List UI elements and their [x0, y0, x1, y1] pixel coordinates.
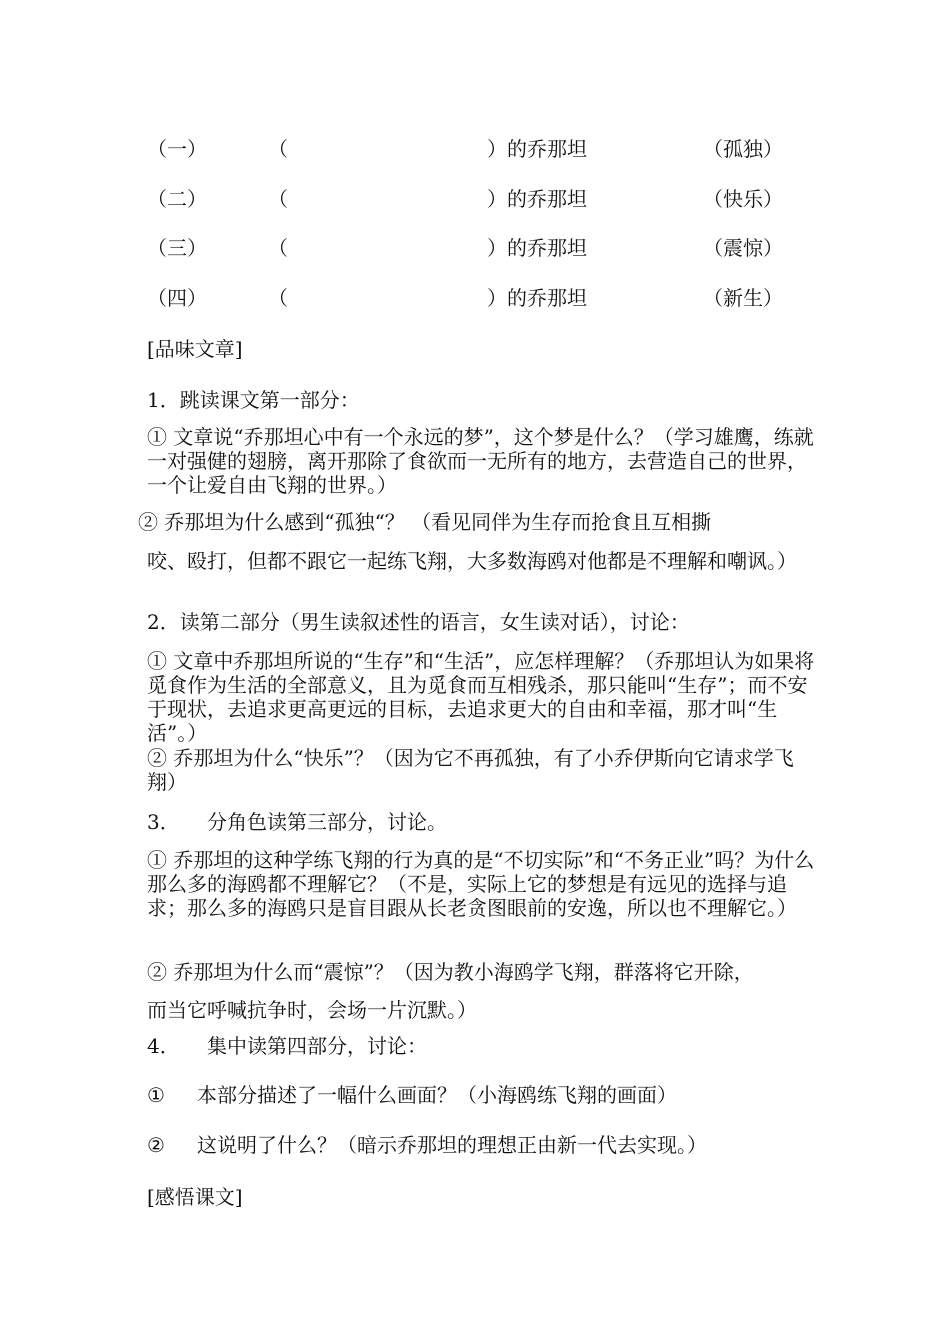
- emotion-label: （孤独）: [703, 137, 783, 161]
- question-1-answer-b-line1: ② 乔那坦为什么感到“孤独“？ （看见同伴为生存而抢食且互相撕: [138, 510, 712, 534]
- question-3-answer-a: ① 乔那坦的这种学练飞翔的行为真的是“不切实际”和“不务正业”吗？为什么那么多的海鸥都不理解它？（不是，实际上它的梦想是有远见的选择与追求；那么多的海鸥只是盲目跟从长老贪图眼前的安逸，所以也不理解它。）: [147, 848, 815, 920]
- circled-number-2: ②: [147, 1133, 165, 1157]
- blank-close-label: ）的乔那坦: [487, 137, 587, 161]
- fill-row-3: [0, 233, 950, 263]
- blank-open-paren: （: [268, 286, 288, 310]
- question-2-title: 2．读第二部分（男生读叙述性的语言，女生读对话），讨论：: [147, 610, 690, 634]
- question-2-answer-a: ① 文章中乔那坦所说的“生存”和“生活”，应怎样理解？（乔那坦认为如果将觅食作为生活的全部意义，且为觅食而互相残杀，那只能叫“生存”；而不安于现状，去追求更高更远的目标，去追求更大的自由和幸福，那才叫“生活”。）: [147, 649, 815, 745]
- fill-row-4: [0, 283, 950, 313]
- circled-number-1: ①: [147, 1083, 165, 1107]
- blank-open-paren: （: [268, 137, 288, 161]
- blank-close-label: ）的乔那坦: [487, 286, 587, 310]
- row-number: （二）: [147, 187, 207, 211]
- emotion-label: （新生）: [703, 286, 783, 310]
- blank-open-paren: （: [268, 187, 288, 211]
- section-heading-pinwei: [品味文章]: [147, 337, 243, 361]
- blank-close-label: ）的乔那坦: [487, 187, 587, 211]
- question-4-answer-b: [147, 1133, 707, 1157]
- emotion-label: （震惊）: [703, 236, 783, 260]
- question-4-number: 4．: [147, 1034, 180, 1058]
- emotion-label: （快乐）: [703, 187, 783, 211]
- question-3-title: [147, 810, 447, 834]
- fill-row-2: [0, 184, 950, 214]
- question-2-answer-b: ② 乔那坦为什么“快乐”？（因为它不再孤独，有了小乔伊斯向它请求学飞翔）: [147, 746, 794, 794]
- question-1-answer-a: ① 文章说“乔那坦心中有一个永远的梦”，这个梦是什么？（学习雄鹰，练就一对强健的翅膀，离开那除了食欲而一无所有的地方，去营造自己的世界，一个让爱自由飞翔的世界。）: [147, 425, 814, 497]
- question-4-answer-a: [147, 1083, 677, 1107]
- question-3-answer-b-line2: 而当它呼喊抗争时，会场一片沉默。）: [147, 998, 477, 1022]
- answer-text: 本部分描述了一幅什么画面？（小海鸥练飞翔的画面）: [197, 1083, 677, 1107]
- question-4-title: [147, 1034, 427, 1058]
- question-1-answer-b-rest: 咬、殴打，但都不跟它一起练飞翔，大多数海鸥对他都是不理解和嘲讽。）: [147, 549, 797, 573]
- question-3-text: 分角色读第三部分，讨论。: [207, 810, 447, 834]
- question-4-text: 集中读第四部分，讨论：: [207, 1034, 427, 1058]
- row-number: （一）: [147, 137, 207, 161]
- question-3-number: 3．: [147, 810, 180, 834]
- row-number: （四）: [147, 286, 207, 310]
- answer-text: 这说明了什么？（暗示乔那坦的理想正由新一代去实现。）: [197, 1133, 707, 1157]
- question-1-title: 1．跳读课文第一部分：: [147, 388, 360, 412]
- row-number: （三）: [147, 236, 207, 260]
- blank-open-paren: （: [268, 236, 288, 260]
- question-3-answer-b-line1: ② 乔那坦为什么而“震惊”？（因为教小海鸥学飞翔，群落将它开除，: [147, 960, 754, 984]
- section-heading-ganwu: [感悟课文]: [147, 1185, 243, 1209]
- blank-close-label: ）的乔那坦: [487, 236, 587, 260]
- fill-row-1: [0, 134, 950, 164]
